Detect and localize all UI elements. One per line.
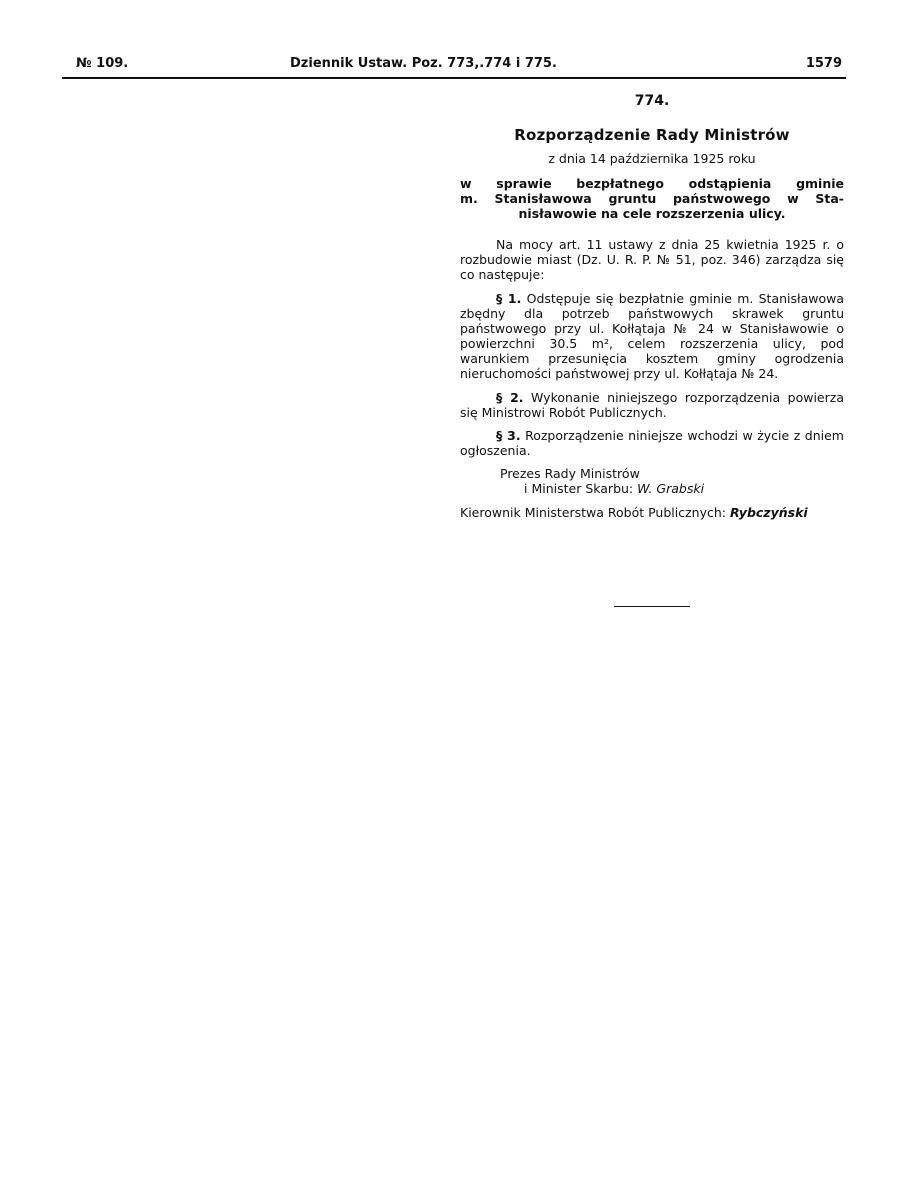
subject-line-2: m. Stanisławowa gruntu państwowego w Sta- [460, 191, 844, 206]
paragraph-1-text: Odstępuje się bezpłatnie gminie m. Stanisławowa zbędny dla potrzeb państwowych skrawek gruntu państwowego przy ul. Kołłątaja № 24 w Stanisławowie o powierzchni 30.5 m², celem rozszerzenia ulicy, pod warunkiem przesunięcia kosztem gminy ogrodzenia nieruchomości państwowej przy ul. Kołłątaja № 24. [460, 291, 844, 381]
paragraph-1-label: § 1. [496, 291, 522, 306]
subject-line-3: nisławowie na cele rozszerzenia ulicy. [518, 206, 786, 221]
position-number: 774. [634, 93, 670, 109]
page-header [62, 56, 846, 76]
signature-public-works [460, 505, 844, 520]
paragraph-2 [460, 390, 844, 420]
document-title: Rozporządzenie Rady Ministrów [514, 126, 790, 144]
signature-public-works-name: Rybczyński [729, 505, 808, 520]
document-date: z dnia 14 października 1925 roku [548, 151, 756, 166]
signature-finance-minister [460, 481, 844, 496]
signature-public-works-title: Kierownik Ministerstwa Robót Publicznych: [460, 505, 726, 520]
signature-finance-minister-name: W. Grabski [637, 481, 705, 496]
preamble: Na mocy art. 11 ustawy z dnia 25 kwietnia 1925 r. o rozbudowie miast (Dz. U. R. P. № 51, poz. 346) zarządza się co następuje: [460, 237, 844, 282]
header-rule [62, 77, 846, 79]
paragraph-2-text: Wykonanie niniejszego rozporządzenia powierza się Ministrowi Robót Publicznych. [460, 390, 844, 420]
closing-rule [614, 606, 690, 607]
paragraph-2-label: § 2. [496, 390, 524, 405]
document-subject [460, 176, 844, 221]
signature-prime-minister: Prezes Rady Ministrów [500, 466, 640, 481]
paragraph-1 [460, 291, 844, 381]
paragraph-3-text: Rozporządzenie niniejsze wchodzi w życie z dniem ogłoszenia. [460, 428, 844, 458]
subject-line-1: w sprawie bezpłatnego odstąpienia gminie [460, 176, 844, 191]
document-column [460, 94, 844, 520]
signature-finance-minister-title: i Minister Skarbu: [524, 481, 634, 496]
issue-number: № 109. [76, 56, 129, 71]
page-number: 1579 [805, 56, 842, 71]
journal-title: Dziennik Ustaw. Poz. 773,.774 i 775. [290, 56, 557, 71]
paragraph-3-label: § 3. [496, 428, 521, 443]
paragraph-3 [460, 428, 844, 458]
